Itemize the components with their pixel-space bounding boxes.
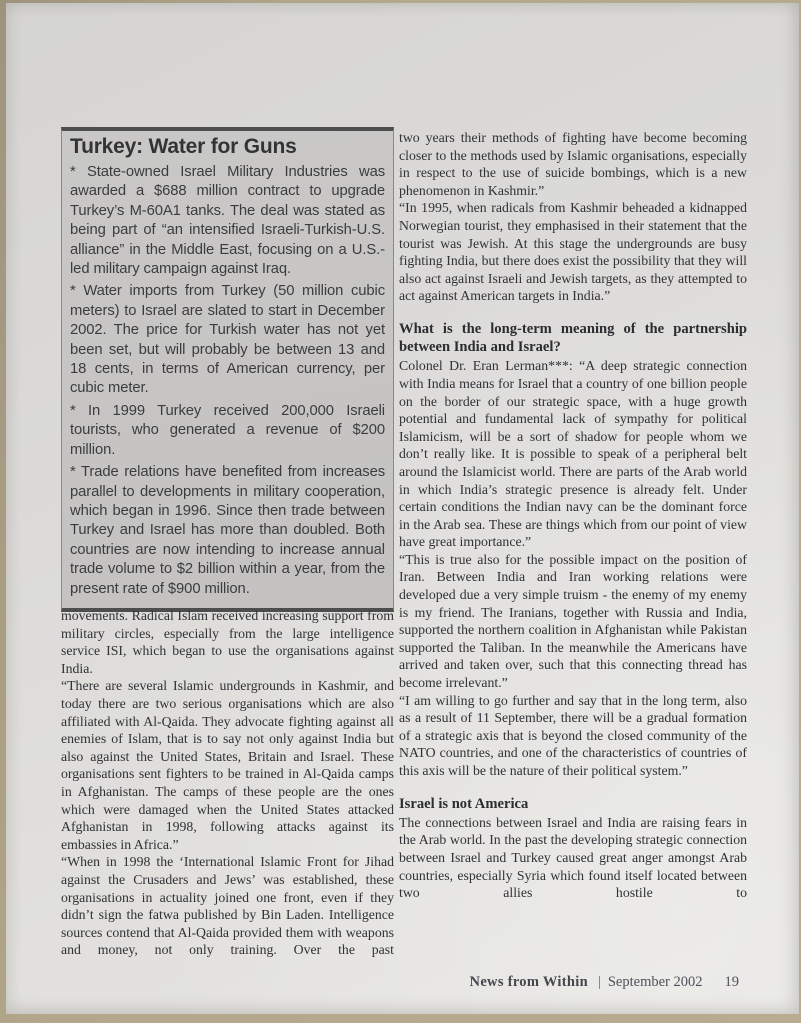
issue-date: September 2002 bbox=[607, 974, 703, 990]
article-paragraph: “This is true also for the possible impact on the position of Iran. Between India and Iran working relations were developed due a very simple truism - the enemy of my enemy is my friend. The Iranians, together with Russia and India, supported the northern coalition in Afghanistan while Pakistan supported the Taliban. In the meanwhile the Americans have arrived and taken over, such that this connecting thread has become irrelevant.” bbox=[399, 551, 747, 691]
sidebar-box-item: * In 1999 Turkey received 200,000 Israeli tourists, who generated a revenue of $200 million. bbox=[70, 402, 385, 458]
sidebar-box-item: * Water imports from Turkey (50 million cubic meters) to Israel are slated to start in December 2002. The price for Turkish water has not yet been set, but will probably be between 13 and 18 cents, in terms of American currency, per cubic meter. bbox=[70, 283, 385, 397]
sidebar-box-item: * State-owned Israel Military Industries was awarded a $688 million contract to upgrade Turkey’s M-60A1 tanks. The deal was stated as being part of “an intensified Israeli-Turkish-U.S. alliance” in the Middle East, focusing on a U.S.-led military campaign against Iraq. bbox=[70, 164, 385, 278]
journal-title: News from Within bbox=[469, 974, 588, 990]
article-paragraph: two years their methods of fighting have become becoming closer to the methods used by Islamic organisations, especially in respect to the use of suicide bombings, which is a new phenomenon in Kashmir.” bbox=[399, 130, 747, 198]
sidebar-box-title: Turkey: Water for Guns bbox=[70, 135, 297, 158]
article-paragraph: “There are several Islamic undergrounds in Kashmir, and today there are two serious organisations which are also affiliated with Al-Qaida. They advocate fighting against all enemies of Islam, that is to say not only against India but also against the United States, Britain and Israel. These organisations sent fighters to be trained in Al-Qaida camps in Afghanistan. The camps of these people are the ones which were damaged when the United States attacked Afghanistan in 1998, following attacks against its embassies in Africa.” bbox=[61, 678, 394, 852]
page-footer bbox=[399, 974, 739, 991]
section-heading-partnership: What is the long-term meaning of the partnership between India and Israel? bbox=[399, 320, 747, 356]
sidebar-box-turkey-water-for-guns bbox=[61, 127, 394, 612]
footer-separator: | bbox=[597, 974, 601, 990]
article-paragraph: Colonel Dr. Eran Lerman***: “A deep strategic connection with India means for Israel that a country of one billion people on the border of our strategic space, with a huge growth potential and fundamental lack of sympathy for political Islamicism, will be a sort of shadow for people whom we don’t really like. It is possible to speak of a peripheral belt around the Islamicist world. There are parts of the Arab world in which India’s strategic presence is already felt. Under certain conditions the Indian navy can be the dominant force in the Arab sea. These are things which from our point of view have great importance.” bbox=[399, 358, 747, 550]
page-number: 19 bbox=[724, 974, 739, 990]
article-paragraph: movements. Radical Islam received increasing support from military circles, especially from the large intelligence service ISI, which began to use the organisations against India. bbox=[61, 608, 394, 676]
article-paragraph: The connections between Israel and India are raising fears in the Arab world. In the past the developing strategic connection between Israel and Turkey caused great anger amongst Arab countries, especially Syria which found itself located between two allies hostile to bbox=[399, 814, 747, 901]
article-paragraph: “I am willing to go further and say that in the long term, also as a result of 11 September, there will be a gradual formation of a strategic axis that is beyond the closed community of the NATO countries, and one of the characteristics of countries of this axis will be the nature of their political system.” bbox=[399, 692, 747, 778]
article-right-column bbox=[399, 129, 747, 902]
sidebar-box-item: * Trade relations have benefited from increases parallel to developments in military cooperation, which began in 1996. Since then trade between Turkey and Israel has more than doubled. Both countries are now intending to increase annual trade volume to $2 billion within a year, from the present rate of $900 million. bbox=[70, 464, 385, 597]
magazine-page bbox=[6, 3, 799, 1014]
article-paragraph: “When in 1998 the ‘International Islamic Front for Jihad against the Crusaders and Jews’ was established, these organisations in actuality joined one front, even if they didn’t sign the fatwa published by Bin Laden. Intelligence sources contend that Al-Qaida provided them with weapons and money, not only training. Over the past bbox=[61, 854, 394, 958]
article-left-column bbox=[61, 607, 394, 959]
section-heading-israel-not-america: Israel is not America bbox=[399, 795, 529, 812]
article-paragraph: “In 1995, when radicals from Kashmir beheaded a kidnapped Norwegian tourist, they emphasised in their statement that the tourist was Jewish. At this stage the undergrounds are busy fighting India, but there does exist the possibility that they will also act against Israeli and Jewish targets, as they attempted to act against American targets in India.” bbox=[399, 200, 747, 304]
